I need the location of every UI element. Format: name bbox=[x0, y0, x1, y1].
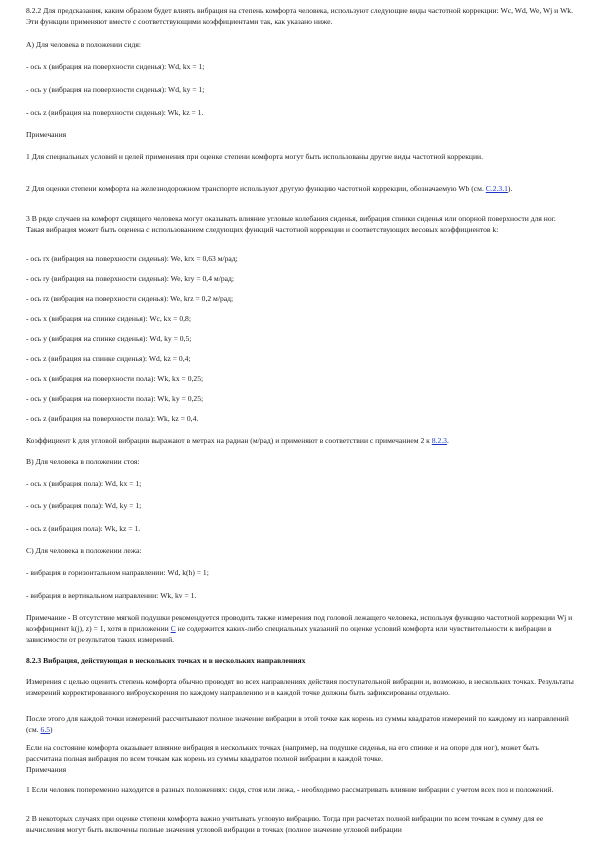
section-b-heading: B) Для человека в положении стоя: bbox=[26, 457, 140, 466]
list-item: - ось ry (вибрация на поверхности сиденья): We, kry = 0,4 м/рад; bbox=[26, 274, 234, 283]
list-item: - ось x (вибрация на поверхности сиденья): Wd, kx = 1; bbox=[26, 62, 205, 71]
section-a-heading: A) Для человека в положении сидя: bbox=[26, 40, 141, 49]
list-item: - вибрация в горизонтальном направлении: Wd, k(h) = 1; bbox=[26, 568, 209, 577]
list-item: - ось y (вибрация на спинке сиденья): Wd, ky = 0,5; bbox=[26, 334, 192, 343]
ref-link-8-2-3[interactable]: 8.2.3 bbox=[431, 436, 447, 445]
list-item: - ось y (вибрация пола): Wd, ky = 1; bbox=[26, 501, 142, 510]
notes-heading: Примечания bbox=[26, 765, 67, 774]
note-2: 2 В некоторых случаях при оценке степени комфорта важно учитывать угловую вибрацию. Тогда при расчетах полной вибрации по всем точкам в сумму для ее вычисления могут быть включены полные значения угловой вибрации в точках (полное значение угловой вибрации bbox=[26, 814, 544, 834]
list-item: - ось z (вибрация на поверхности сиденья): Wk, kz = 1. bbox=[26, 108, 204, 117]
notes-heading: Примечания bbox=[26, 130, 67, 139]
list-item: - ось y (вибрация на поверхности пола): Wk, ky = 0,25; bbox=[26, 394, 204, 403]
section-c-heading: C) Для человека в положении лежа: bbox=[26, 546, 142, 555]
paragraph-multiple-points: Если на состояние комфорта оказывает влияние вибрация в нескольких точках (например, на подушке сиденья, на его спинке и на опоре для ног), может быть рассчитана полная вибрация по всем точкам как корень из суммы квадратов полной вибрации в каждой точке. bbox=[26, 743, 539, 763]
note-1: 1 Если человек попеременно находится в разных положениях: сидя, стоя или лежа, - необходимо рассматривать влияние вибрации с учетом всех поз и положений. bbox=[26, 785, 554, 794]
list-item: - ось z (вибрация на спинке сиденья): Wd, kz = 0,4; bbox=[26, 354, 191, 363]
paragraph-measurements: Измерения с целью оценить степень комфорта обычно проводят во всех направлениях действия поступательной вибрации и, возможно, в нескольких точках. Результаты измерений корректированного виброускорения по каждому направлению и в каждой точке должны быть зафиксированы отдельно. bbox=[26, 677, 574, 697]
note-3: 3 В ряде случаев на комфорт сидящего человека могут оказывать влияние угловые колебания сиденья, вибрация спинки сиденья или опорной поверхности для ног. Такая вибрация может быть оценена с использованием следующих функций частотной коррекции и соответствующих весовых коэффициентов k: bbox=[26, 214, 556, 234]
angular-coefficient-note: Коэффициент k для угловой вибрации выражают в метрах на радиан (м/рад) и применяют в соответствии с примечанием 2 к 8.2.3. bbox=[26, 436, 449, 445]
paragraph-8-2-2-intro: 8.2.2 Для предсказания, каким образом будет влиять вибрация на степень комфорта человека, используют следующие виды частотной коррекции: Wc, Wd, We, Wj и Wk. Эти функции применяют вместе с соответствующими коэффициентами так, как указано ниже. bbox=[26, 6, 573, 26]
list-item: - ось y (вибрация на поверхности сиденья): Wd, ky = 1; bbox=[26, 85, 205, 94]
list-item: - ось x (вибрация на поверхности пола): Wk, kx = 0,25; bbox=[26, 374, 204, 383]
list-item: - ось rx (вибрация на поверхности сиденья): We, krx = 0,63 м/рад; bbox=[26, 254, 238, 263]
paragraph-point-total: После этого для каждой точки измерений рассчитывают полное значение вибрации в этой точке как корень из суммы квадратов измерений по каждому из направлений (см. 6.5) bbox=[26, 714, 569, 734]
list-item: - вибрация в вертикальном направлении: Wk, kv = 1. bbox=[26, 591, 197, 600]
note-lying-position: Примечание - В отсутствие мягкой подушки рекомендуется проводить также измерения под головой лежащего человека, используя функцию частотной коррекции Wj и коэффициент k(j), z) = 1, хотя в приложении C не содержится каких-либо специальных указаний по оценке условий комфорта или чувствительности к вибрации в зависимости от результатов таких измерений. bbox=[26, 613, 573, 644]
list-item: - ось z (вибрация пола): Wk, kz = 1. bbox=[26, 524, 141, 533]
ref-link-c-2-3-1[interactable]: C.2.3.1 bbox=[485, 184, 508, 193]
note-2: 2 Для оценки степени комфорта на железнодорожном транспорте используют другую функцию частотной коррекции, обозначаемую Wb (см. C.2.3.1). bbox=[26, 184, 513, 193]
ref-link-appendix-c[interactable]: C bbox=[170, 623, 176, 633]
list-item: - ось z (вибрация на поверхности пола): Wk, kz = 0,4. bbox=[26, 414, 199, 423]
list-item: - ось rz (вибрация на поверхности сиденья): We, krz = 0,2 м/рад; bbox=[26, 294, 234, 303]
list-item: - ось x (вибрация на спинке сиденья): Wc, kx = 0,8; bbox=[26, 314, 191, 323]
ref-link-6-5[interactable]: 6.5 bbox=[40, 724, 51, 734]
section-8-2-3-heading: 8.2.3 Вибрация, действующая в нескольких точках и в нескольких направлениях bbox=[26, 656, 306, 665]
note-1: 1 Для специальных условий и целей применения при оценке степени комфорта могут быть использованы другие виды частотной коррекции. bbox=[26, 152, 484, 161]
list-item: - ось x (вибрация пола): Wd, kx = 1; bbox=[26, 479, 142, 488]
